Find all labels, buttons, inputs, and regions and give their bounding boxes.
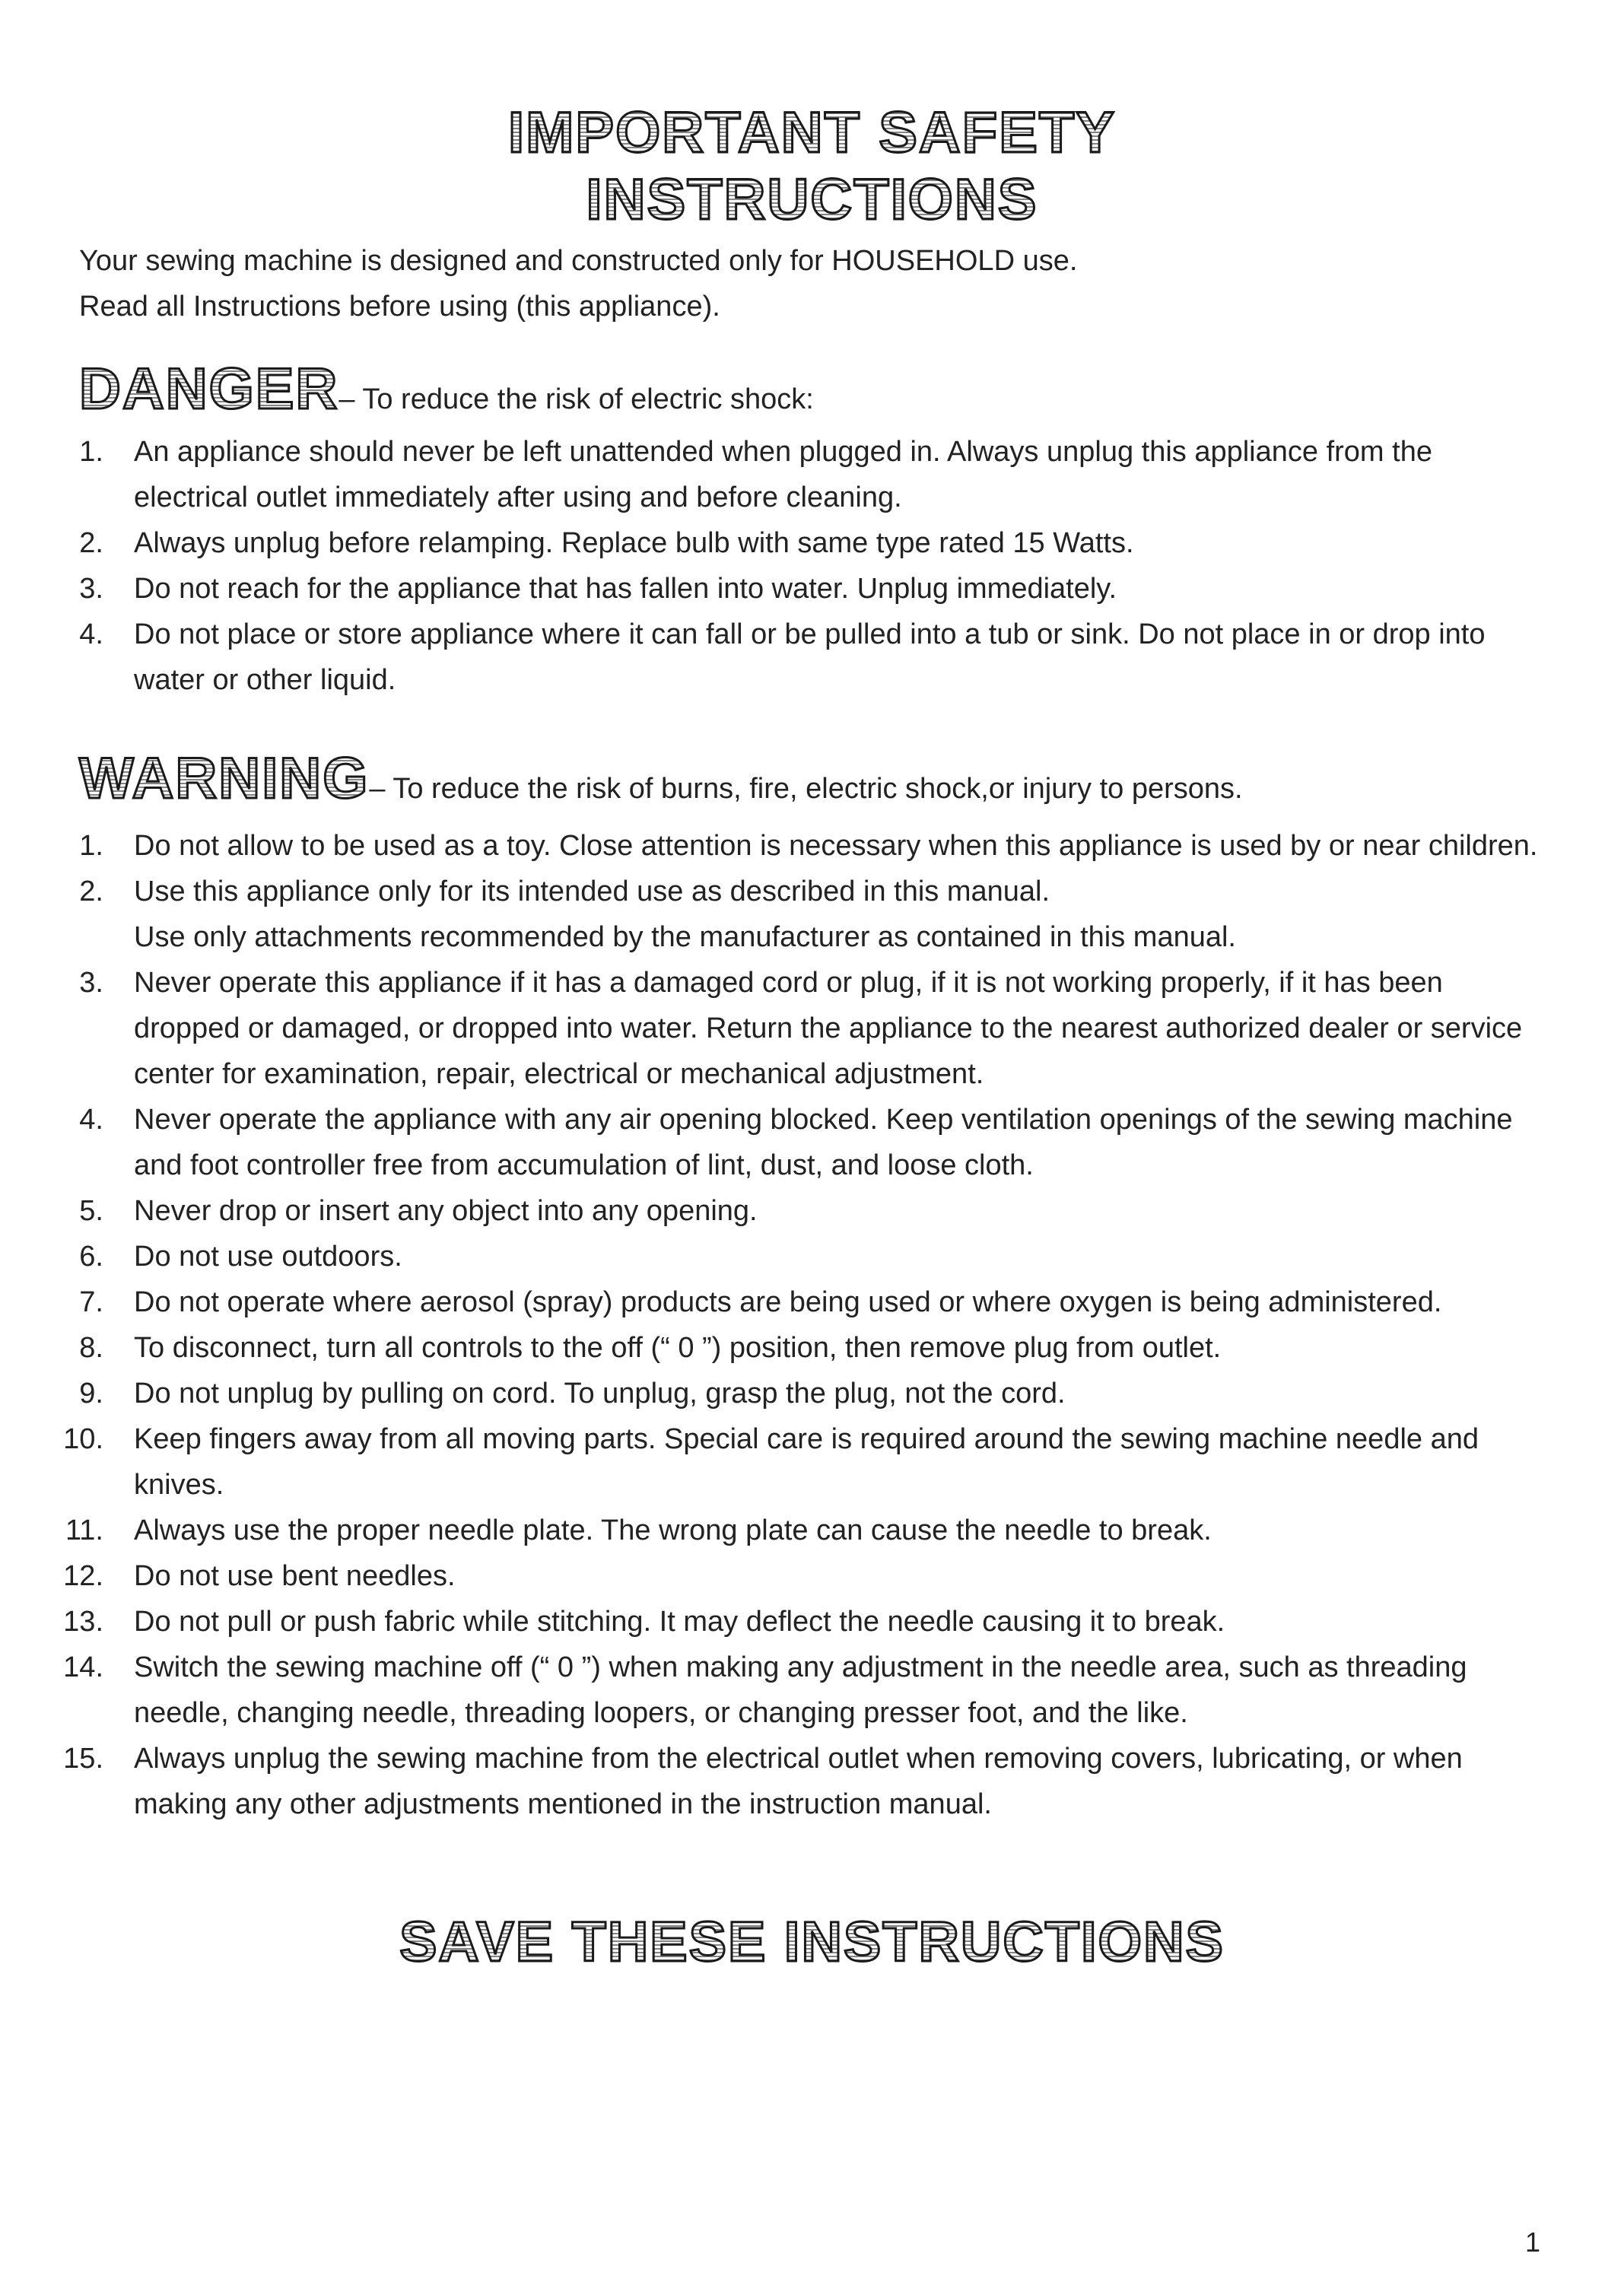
item-text: Never drop or insert any object into any opening. — [134, 1195, 758, 1227]
page-number: 1 — [1524, 2226, 1540, 2258]
item-number: 7. — [79, 1286, 103, 1318]
warning-item-9 — [0, 1371, 1624, 1416]
warning-item-1 — [0, 823, 1624, 869]
item-number: 2. — [79, 876, 103, 907]
item-number: 9. — [79, 1378, 103, 1410]
item-text: Do not place or store appliance where it can fall or be pulled into a tub or sink. Do not place in or drop into water or other liquid. — [134, 618, 1486, 696]
item-text: Do not use bent needles. — [134, 1560, 456, 1592]
item-number: 13. — [63, 1606, 103, 1638]
warning-item-15 — [0, 1736, 1624, 1827]
warning-item-12 — [0, 1553, 1624, 1599]
danger-item-4 — [0, 612, 1624, 703]
item-text: An appliance should never be left unattended when plugged in. Always unplug this appliance from the electrical outlet immediately after using and before cleaning. — [134, 436, 1432, 513]
danger-heading-subtitle: – To reduce the risk of electric shock: — [338, 383, 814, 415]
item-text: Do not reach for the appliance that has fallen into water. Unplug immediately. — [134, 573, 1117, 605]
item-number: 12. — [63, 1560, 103, 1592]
item-text: Switch the sewing machine off (“ 0 ”) when making any adjustment in the needle area, such as threading needle, changing needle, threading loopers, or changing presser foot, and the like. — [134, 1651, 1467, 1729]
warning-list — [0, 823, 1624, 1827]
warning-item-4 — [0, 1097, 1624, 1188]
warning-item-10 — [0, 1416, 1624, 1508]
item-text: Keep fingers away from all moving parts. Special care is required around the sewing machine needle and knives. — [134, 1423, 1479, 1501]
item-text: Always use the proper needle plate. The wrong plate can cause the needle to break. — [134, 1514, 1212, 1546]
item-text: Do not use outdoors. — [134, 1241, 402, 1273]
warning-heading — [79, 747, 1243, 811]
warning-heading-word: WARNING — [79, 746, 370, 811]
item-text: Never operate the appliance with any air opening blocked. Keep ventilation openings of the sewing machine and foot controller free from accumulation of lint, dust, and loose cloth. — [134, 1104, 1513, 1181]
item-text-continued: Use only attachments recommended by the manufacturer as contained in this manual. — [134, 921, 1236, 953]
item-number: 8. — [79, 1332, 103, 1364]
danger-heading-word: DANGER — [79, 357, 339, 421]
page-title-line-1: IMPORTANT SAFETY — [0, 99, 1624, 167]
warning-item-5 — [0, 1188, 1624, 1234]
warning-heading-subtitle: – To reduce the risk of burns, fire, electric shock,or injury to persons. — [369, 773, 1243, 805]
warning-item-7 — [0, 1279, 1624, 1325]
danger-item-3 — [0, 566, 1624, 612]
warning-item-8 — [0, 1325, 1624, 1371]
item-number: 4. — [79, 1104, 103, 1136]
item-text: Do not unplug by pulling on cord. To unplug, grasp the plug, not the cord. — [134, 1378, 1066, 1410]
item-number: 3. — [79, 967, 103, 999]
item-number: 11. — [65, 1514, 103, 1546]
item-text: Do not operate where aerosol (spray) products are being used or where oxygen is being administered. — [134, 1286, 1442, 1318]
item-text: Always unplug before relamping. Replace bulb with same type rated 15 Watts. — [134, 527, 1134, 559]
danger-heading — [79, 358, 814, 421]
item-number: 6. — [79, 1241, 103, 1273]
item-number: 14. — [63, 1651, 103, 1683]
warning-item-2 — [0, 869, 1624, 960]
item-number: 2. — [79, 527, 103, 559]
danger-item-1 — [0, 429, 1624, 520]
item-text: Always unplug the sewing machine from the electrical outlet when removing covers, lubricating, or when making any other adjustments mentioned in the instruction manual. — [134, 1743, 1463, 1820]
intro-line-2: Read all Instructions before using (this appliance). — [79, 291, 720, 323]
item-text: Do not pull or push fabric while stitching. It may deflect the needle causing it to break. — [134, 1606, 1225, 1638]
danger-item-2 — [0, 520, 1624, 566]
item-number: 1. — [79, 436, 103, 468]
item-number: 4. — [79, 618, 103, 650]
item-number: 1. — [79, 830, 103, 862]
warning-item-11 — [0, 1508, 1624, 1553]
danger-list — [0, 429, 1624, 703]
save-instructions-heading: SAVE THESE INSTRUCTIONS — [0, 1908, 1624, 1976]
warning-item-13 — [0, 1599, 1624, 1645]
page-title-line-2: INSTRUCTIONS — [0, 166, 1624, 234]
item-number: 15. — [63, 1743, 103, 1775]
item-number: 10. — [63, 1423, 103, 1455]
item-number: 3. — [79, 573, 103, 605]
item-number: 5. — [79, 1195, 103, 1227]
intro-line-1: Your sewing machine is designed and constructed only for HOUSEHOLD use. — [79, 245, 1078, 277]
item-text: Do not allow to be used as a toy. Close attention is necessary when this appliance is used by or near children. — [134, 830, 1538, 862]
warning-item-14 — [0, 1645, 1624, 1736]
item-text: Never operate this appliance if it has a damaged cord or plug, if it is not working properly, if it has been dropped or damaged, or dropped into water. Return the appliance to the nearest authorized dealer or service center for examination, repair, electrical or mechanical adjustment. — [134, 967, 1523, 1090]
warning-item-3 — [0, 960, 1624, 1097]
item-text: Use this appliance only for its intended use as described in this manual. — [134, 876, 1050, 907]
item-text: To disconnect, turn all controls to the off (“ 0 ”) position, then remove plug from outlet. — [134, 1332, 1222, 1364]
warning-item-6 — [0, 1234, 1624, 1279]
